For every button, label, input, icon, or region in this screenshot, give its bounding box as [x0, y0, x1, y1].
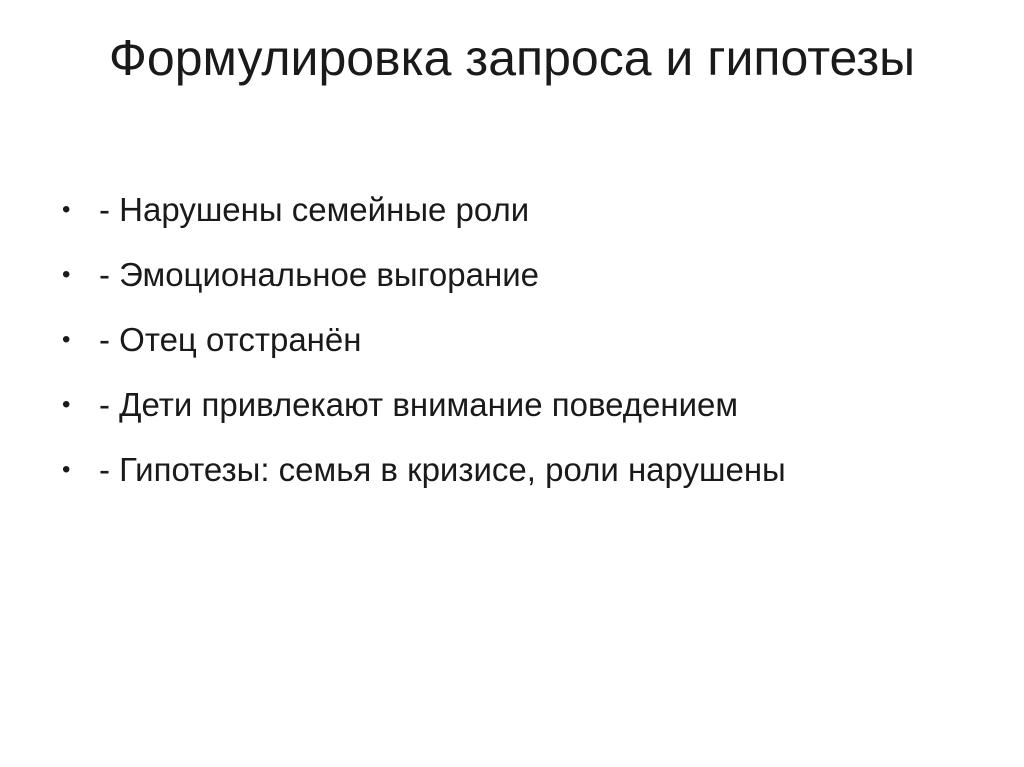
list-item: [62, 383, 962, 427]
slide-title: Формулировка запроса и гипотезы: [108, 30, 916, 86]
bullet-text: - Дети привлекают внимание поведением: [99, 386, 739, 423]
list-item: [62, 188, 962, 232]
bullet-text: - Отец отстранён: [99, 321, 362, 358]
list-item: [62, 448, 962, 492]
bullet-icon: •: [62, 261, 71, 288]
list-item: [62, 253, 962, 297]
bullet-text: - Нарушены семейные роли: [99, 191, 530, 228]
list-item: [62, 318, 962, 362]
bullet-icon: •: [62, 391, 71, 418]
bullet-icon: •: [62, 456, 71, 483]
bullet-icon: •: [62, 196, 71, 223]
bullet-text: - Эмоциональное выгорание: [99, 256, 539, 293]
bullet-icon: •: [62, 326, 71, 353]
bullet-list: [62, 188, 962, 513]
bullet-text: - Гипотезы: семья в кризисе, роли нарушены: [99, 451, 786, 488]
